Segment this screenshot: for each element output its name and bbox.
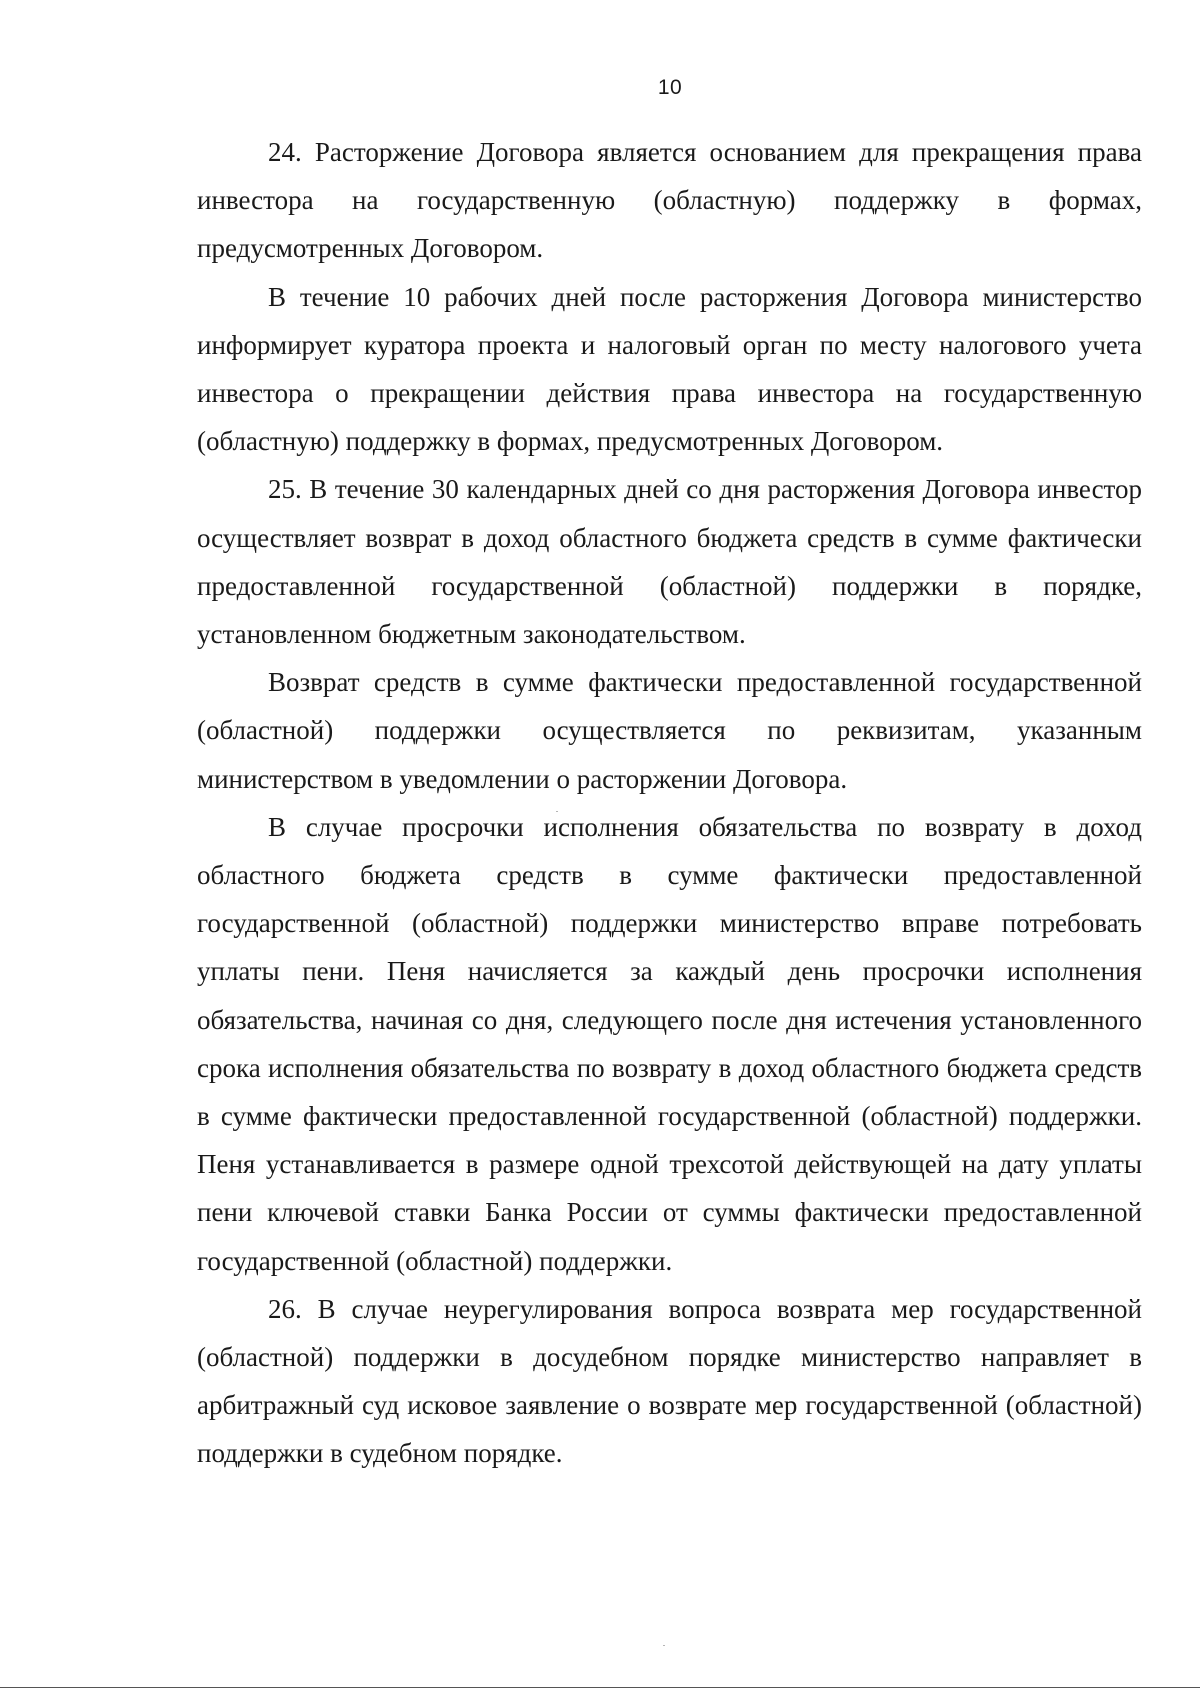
scan-speck: [663, 1645, 665, 1646]
scan-speck: [556, 811, 558, 812]
page-number: 10: [657, 76, 683, 99]
paragraph-25-penalty: В случае просрочки исполнения обязательства по возврату в доход областного бюджета средств в сумме фактически предоставленной государственной (областной) поддержки министерство вправе потребовать уплаты пени. Пеня начисляется за каждый день просрочки исполнения обязательства, начиная со дня, следующего после дня истечения установленного срока исполнения обязательства по возврату в доход областного бюджета средств в сумме фактически предоставленной государственной (областной) поддержки. Пеня устанавливается в размере одной трехсотой действующей на дату уплаты пени ключевой ставки Банка России от суммы фактически предоставленной государственной (областной) поддержки.: [197, 811, 1142, 1276]
paragraph-24: 24. Расторжение Договора является основанием для прекращения права инвестора на государственную (областную) поддержку в формах, предусмотренных Договором.: [197, 137, 1142, 264]
paragraph-25: 25. В течение 30 календарных дней со дня расторжения Договора инвестор осуществляет возврат в доход областного бюджета средств в сумме фактически предоставленной государственной (областной) поддержки в порядке, установленном бюджетным законодательством.: [197, 474, 1142, 650]
document-body: [197, 128, 1142, 1478]
paragraph-26: 26. В случае неурегулирования вопроса возврата мер государственной (областной) поддержки в досудебном порядке министерство направляет в арбитражный суд исковое заявление о возврате мер государственной (областной) поддержки в судебном порядке.: [197, 1293, 1142, 1469]
paragraph-25-return-details: Возврат средств в сумме фактически предоставленной государственной (областной) поддержки осуществляется по реквизитам, указанным министерством в уведомлении о расторжении Договора.: [197, 667, 1142, 794]
paragraph-24-notification: В течение 10 рабочих дней после расторжения Договора министерство информирует куратора проекта и налоговый орган по месту налогового учета инвестора о прекращении действия права инвестора на государственную (областную) поддержку в формах, предусмотренных Договором.: [197, 281, 1142, 457]
page-bottom-rule: [0, 1687, 1200, 1688]
